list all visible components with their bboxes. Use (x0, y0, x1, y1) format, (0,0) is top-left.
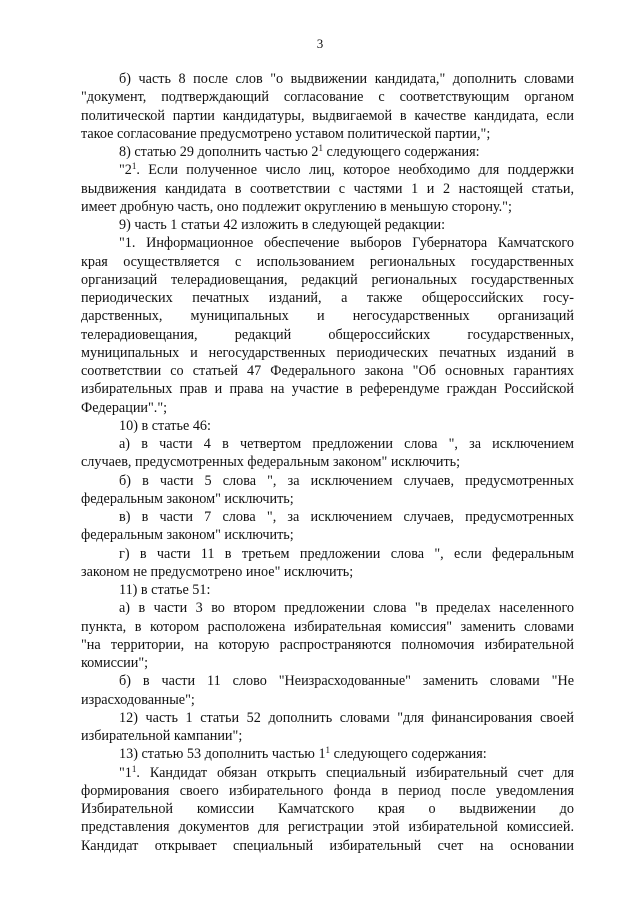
text-line (81, 435, 574, 453)
text-line (81, 307, 574, 325)
text-line (81, 636, 574, 654)
text-line (81, 709, 574, 727)
text-line (81, 453, 574, 471)
text-line (81, 417, 574, 435)
text-line (81, 745, 574, 763)
text-line-content: избирательной кампании"; (81, 728, 243, 744)
text-line-content: "на территории, на которую распространяются полномочия избирательной (81, 636, 574, 653)
text-line-content: 8) статью 29 дополнить частью 2 (119, 144, 319, 160)
text-line (81, 344, 574, 362)
text-line (81, 764, 574, 782)
text-line-content: 13) статью 53 дополнить частью 1 (119, 746, 326, 763)
text-line-content: б) часть 8 после слов "о выдвижении кандидата," дополнить словами (119, 71, 574, 87)
document-body (81, 70, 574, 855)
text-line (81, 216, 574, 234)
page-number: 3 (316, 36, 324, 51)
text-line (81, 581, 574, 599)
text-line-content: б) в части 5 слова ", за исключением случаев, предусмотренных (119, 472, 574, 489)
text-line-content: а) в части 4 в четвертом предложении слова ", за исключением (119, 436, 574, 452)
text-line-content: дарственных, муниципальных и негосударственных организаций (81, 308, 574, 325)
text-line (81, 198, 574, 216)
text-line (81, 234, 574, 252)
text-line (81, 599, 574, 617)
text-line-content: "документ, подтверждающий согласование с соответствующим органом (81, 89, 574, 106)
text-line-content: соответствии со статьей 47 Федерального закона "Об основных гарантиях (81, 363, 574, 379)
text-line-content: края осуществляется с использованием региональных государственных (81, 253, 574, 270)
superscript: 1 (131, 161, 137, 172)
text-line (81, 508, 574, 526)
text-line (81, 691, 574, 709)
text-line-content: комиссии"; (81, 655, 149, 671)
text-line (81, 289, 574, 307)
text-line-content: организаций телерадиовещания, редакций региональных государственных (81, 271, 574, 288)
text-line (81, 180, 574, 198)
text-line-continuation: . Кандидат обязан открыть специальный избирательный счет для (136, 764, 574, 781)
text-line (81, 143, 574, 161)
text-line (81, 526, 574, 544)
text-line-content: Федерации"."; (81, 399, 168, 416)
text-line-content: "1. Информационное обеспечение выборов Губернатора Камчатского (119, 235, 574, 252)
text-line (81, 161, 574, 179)
text-line (81, 88, 574, 106)
text-line-content: случаев, предусмотренных федеральным законом" исключить; (81, 454, 461, 471)
text-line-content: представления документов для регистрации этой избирательной комиссией. (81, 819, 574, 836)
text-line-content: имеет дробную часть, оно подлежит округлению в меньшую сторону."; (81, 198, 512, 215)
text-line-content: избирательных прав и права на участие в референдуме граждан Российской (81, 381, 574, 398)
text-line-continuation: . Если полученное число лиц, которое необходимо для поддержки (136, 162, 574, 179)
text-line (81, 818, 574, 836)
text-line (81, 472, 574, 490)
text-line (81, 125, 574, 143)
superscript: 1 (318, 143, 323, 154)
text-line (81, 654, 574, 672)
text-line-content: такое согласование предусмотрено уставом политической партии,"; (81, 125, 491, 142)
text-line-content: Кандидат открывает специальный избирательный счет на основании (81, 837, 574, 854)
text-line (81, 800, 574, 818)
text-line-content: муниципальных и негосударственных периодических печатных изданий в (81, 344, 574, 361)
text-line (81, 782, 574, 800)
text-line-content: периодических печатных изданий, а также общероссийских госу- (81, 290, 574, 306)
text-line-continuation: следующего содержания: (322, 144, 480, 160)
text-line (81, 563, 574, 581)
text-line-content: телерадиовещания, редакций общероссийских государственных, (81, 326, 574, 343)
text-line (81, 837, 574, 855)
text-line-content: политической партии кандидатуры, выдвигаемой в качестве кандидата, если (81, 107, 574, 124)
superscript: 1 (325, 745, 331, 756)
text-line (81, 399, 574, 417)
text-line (81, 618, 574, 636)
text-line (81, 271, 574, 289)
text-line (81, 545, 574, 563)
superscript: 1 (131, 763, 137, 774)
text-line-content: 12) часть 1 статьи 52 дополнить словами "для финансирования своей (119, 709, 574, 726)
text-line-content: Избирательной комиссии Камчатского края о выдвижении до (81, 801, 574, 817)
text-line-content: федеральным законом" исключить; (81, 490, 294, 507)
text-line (81, 490, 574, 508)
text-line-content: г) в части 11 в третьем предложении слова ", если федеральным (119, 545, 574, 562)
text-line-content: формирования своего избирательного фонда в период после уведомления (81, 782, 574, 799)
text-line-content: федеральным законом" исключить; (81, 527, 294, 544)
text-line (81, 380, 574, 398)
text-line-content: израсходованные"; (81, 691, 195, 708)
text-line-content: а) в части 3 во втором предложении слова "в пределах населенного (119, 600, 574, 617)
text-line-content: 11) в статье 51: (119, 582, 211, 598)
text-line-content: выдвижения кандидата в соответствии с частями 1 и 2 настоящей статьи, (81, 180, 574, 197)
text-line-content: пункта, в котором расположена избирательная комиссия" заменить словами (81, 618, 574, 635)
text-line-content: законом не предусмотрено иное" исключить; (81, 563, 354, 580)
text-line-content: в) в части 7 слова ", за исключением случаев, предусмотренных (119, 509, 574, 525)
text-line-content: б) в части 11 слово "Неизрасходованные" заменить словами "Не (119, 673, 574, 690)
text-line (81, 107, 574, 125)
text-line-content: 9) часть 1 статьи 42 изложить в следующей редакции: (119, 217, 446, 233)
text-line (81, 70, 574, 88)
text-line (81, 727, 574, 745)
text-line-content: "2 (119, 162, 132, 179)
text-line (81, 672, 574, 690)
text-line (81, 326, 574, 344)
text-line-content: 10) в статье 46: (119, 417, 211, 434)
text-line-continuation: следующего содержания: (330, 746, 487, 763)
text-line-content: "1 (119, 764, 132, 781)
text-line (81, 362, 574, 380)
text-line (81, 253, 574, 271)
